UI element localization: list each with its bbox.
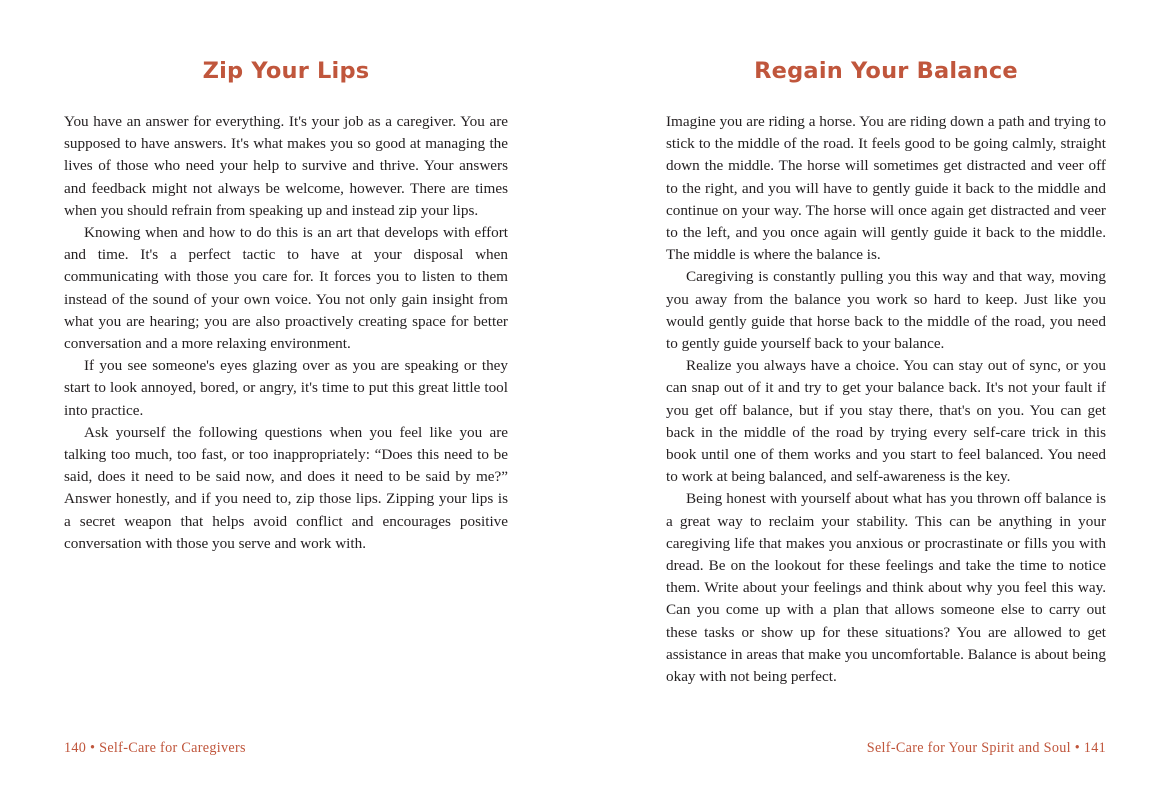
paragraph: Caregiving is constantly pulling you this way and that way, moving you away from the balance you work so hard to keep. Just like you would gently guide that horse back to the middle of the road, you need to gently guide yourself back to your balance.: [666, 268, 1106, 353]
right-page-body: [666, 111, 1106, 688]
right-page-footer: Self-Care for Your Spirit and Soul • 141: [866, 740, 1106, 756]
right-page-title: Regain Your Balance: [754, 58, 1018, 84]
paragraph: Imagine you are riding a horse. You are riding down a path and trying to stick to the middle of the road. It feels good to be going calmly, straight down the middle. The horse will sometimes get distracted and veer off to the right, and you will have to gently guide it back to the middle and continue on your way. The horse will once again get distracted and veer to the left, and you once again will gently guide it back to the middle. The middle is where the balance is.: [666, 113, 1106, 264]
paragraph: Ask yourself the following questions when you feel like you are talking too much, too fast, or too inappropriately: “Does this need to be said, does it need to be said now, and does it need to be said by me?” Answer honestly, and if you need to, zip those lips. Zipping your lips is a secret weapon that helps avoid conflict and encourages positive conversation with those you serve and work with.: [64, 423, 508, 552]
paragraph: You have an answer for everything. It's your job as a caregiver. You are supposed to have answers. It's what makes you so good at managing the lives of those who need your help to survive and thrive. Your answers and feedback might not always be welcome, however. There are times when you should refrain from speaking up and instead zip your lips.: [64, 113, 508, 219]
paragraph: Being honest with yourself about what has you thrown off balance is a great way to reclaim your stability. This can be anything in your caregiving life that makes you anxious or procrastinate or fills you with dread. Be on the lookout for these feelings and take the time to notice them. Write about your feelings and think about why you feel this way. Can you come up with a plan that allows someone else to carry out these tasks or show up for these situations? You are allowed to get assistance in areas that make you uncomfortable. Balance is about being okay with not being perfect.: [666, 490, 1106, 686]
left-page-footer: 140 • Self-Care for Caregivers: [64, 740, 246, 756]
paragraph: Realize you always have a choice. You can stay out of sync, or you can snap out of it and try to get your balance back. It's not your fault if you get off balance, but if you stay there, that's on you. You can get back in the middle of the road by trying every self-care trick in this book until one of them works and you start to feel balanced. You need to work at being balanced, and self-awareness is the key.: [666, 357, 1106, 486]
paragraph: Knowing when and how to do this is an art that develops with effort and time. It's a perfect tactic to have at your disposal when communicating with those you care for. It forces you to listen to them instead of the sound of your own voice. You not only gain insight from what you are hearing; you are also proactively creating space for better conversation and a more relaxing environment.: [64, 224, 508, 353]
left-page: [0, 0, 586, 800]
left-page-body: [64, 111, 508, 555]
right-page: [586, 0, 1172, 800]
paragraph: If you see someone's eyes glazing over as you are speaking or they start to look annoyed, bored, or angry, it's time to put this great little tool into practice.: [64, 357, 508, 419]
left-page-title: Zip Your Lips: [202, 58, 370, 84]
